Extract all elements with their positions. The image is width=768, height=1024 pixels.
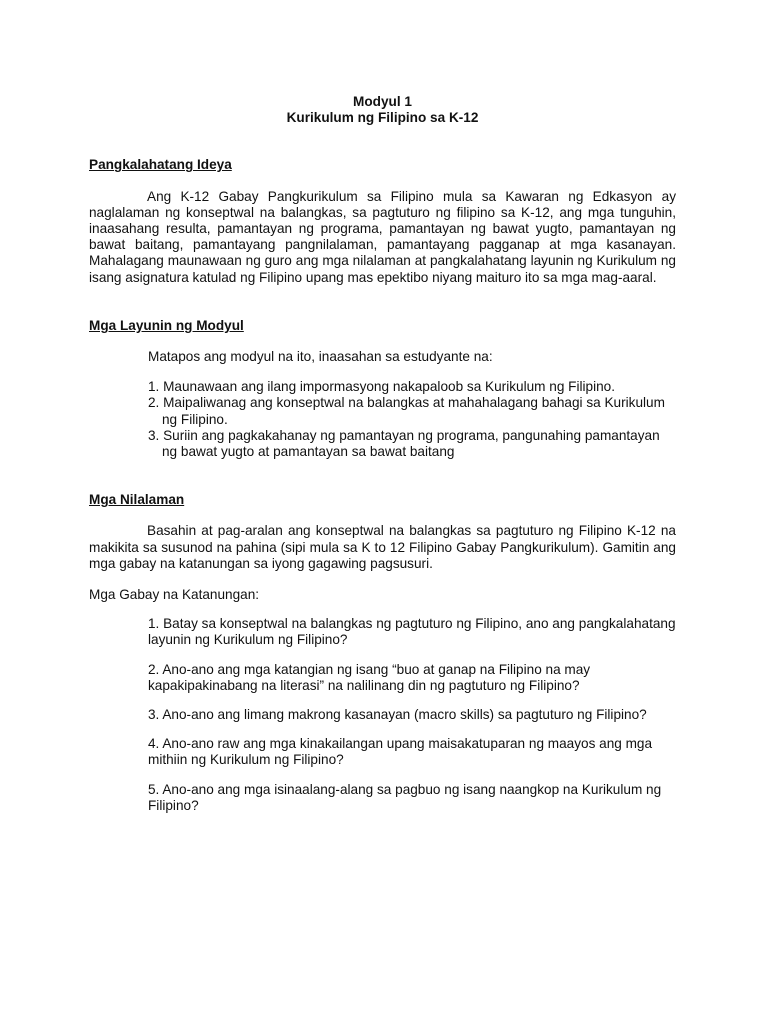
module-title [89,94,676,126]
guide-question: 1. Batay sa konseptwal na balangkas ng pagtuturo ng Filipino, ano ang pangkalahatang layunin ng Kurikulum ng Filipino? [148,616,676,648]
heading-mga-layunin: Mga Layunin ng Modyul [89,317,244,333]
guide-question: 2. Ano-ano ang mga katangian ng isang “buo at ganap na Filipino na may kapakipakinabang na literasi” na nalilinang din ng pagtuturo ng Filipino? [148,661,591,693]
guide-question: 4. Ano-ano raw ang mga kinakailangan upang maisakatuparan ng maayos ang mga mithiin ng Kurikulum ng Filipino? [148,736,653,768]
guide-question: 3. Ano-ano ang limang makrong kasanayan (macro skills) sa pagtuturo ng Filipino? [148,707,647,723]
title-line-1: Modyul 1 [353,94,412,109]
guide-questions-label: Mga Gabay na Katanungan: [89,587,260,603]
objectives-intro: Matapos ang modyul na ito, inaasahan sa estudyante na: [148,349,493,365]
guide-questions-list [89,616,676,814]
objective-item: 3. Suriin ang pagkakahanay ng pamantayan ng programa, pangunahing pamantayan ng bawat yugto at pamantayan sa bawat baitang [148,427,660,460]
objective-item: 1. Maunawaan ang ilang impormasyong nakapaloob sa Kurikulum ng Filipino. [148,379,615,395]
overview-paragraph: Ang K-12 Gabay Pangkurikulum sa Filipino mula sa Kawaran ng Edkasyon ay naglalaman ng konseptwal na balangkas, sa pagtuturo ng filipino sa K-12, ang mga tunguhin, inaasahang resulta, pamantayan ng programa, pamantayan ng bawat yugto, pamantayan ng bawat baitang, pamantayang pangnilalaman, pamantayang pagganap at mga kasanayan. Mahalagang maunawaan ng guro ang mga nilalaman at pangkalahatang layunin ng Kurikulum ng isang asignatura katulad ng Filipino upang mas epektibo niyang maituro ito sa mga mag-aaral. [89,188,676,285]
title-line-2: Kurikulum ng Filipino sa K-12 [286,110,479,126]
contents-paragraph: Basahin at pag-aralan ang konseptwal na balangkas sa pagtuturo ng Filipino K-12 na makikita sa susunod na pahina (sipi mula sa K to 12 Filipino Gabay Pangkurikulum). Gamitin ang mga gabay na katanungan sa iyong gagawing pagsusuri. [89,523,676,571]
document-page [89,94,676,814]
heading-pangkalahatang-ideya: Pangkalahatang Ideya [89,157,232,173]
objective-item: 2. Maipaliwanag ang konseptwal na balangkas at mahahalagang bahagi sa Kurikulum ng Filipino. [148,395,665,427]
heading-mga-nilalaman: Mga Nilalaman [89,492,185,508]
guide-question: 5. Ano-ano ang mga isinaalang-alang sa pagbuo ng isang naangkop na Kurikulum ng Filipino? [148,781,662,813]
objectives-list [89,379,676,460]
